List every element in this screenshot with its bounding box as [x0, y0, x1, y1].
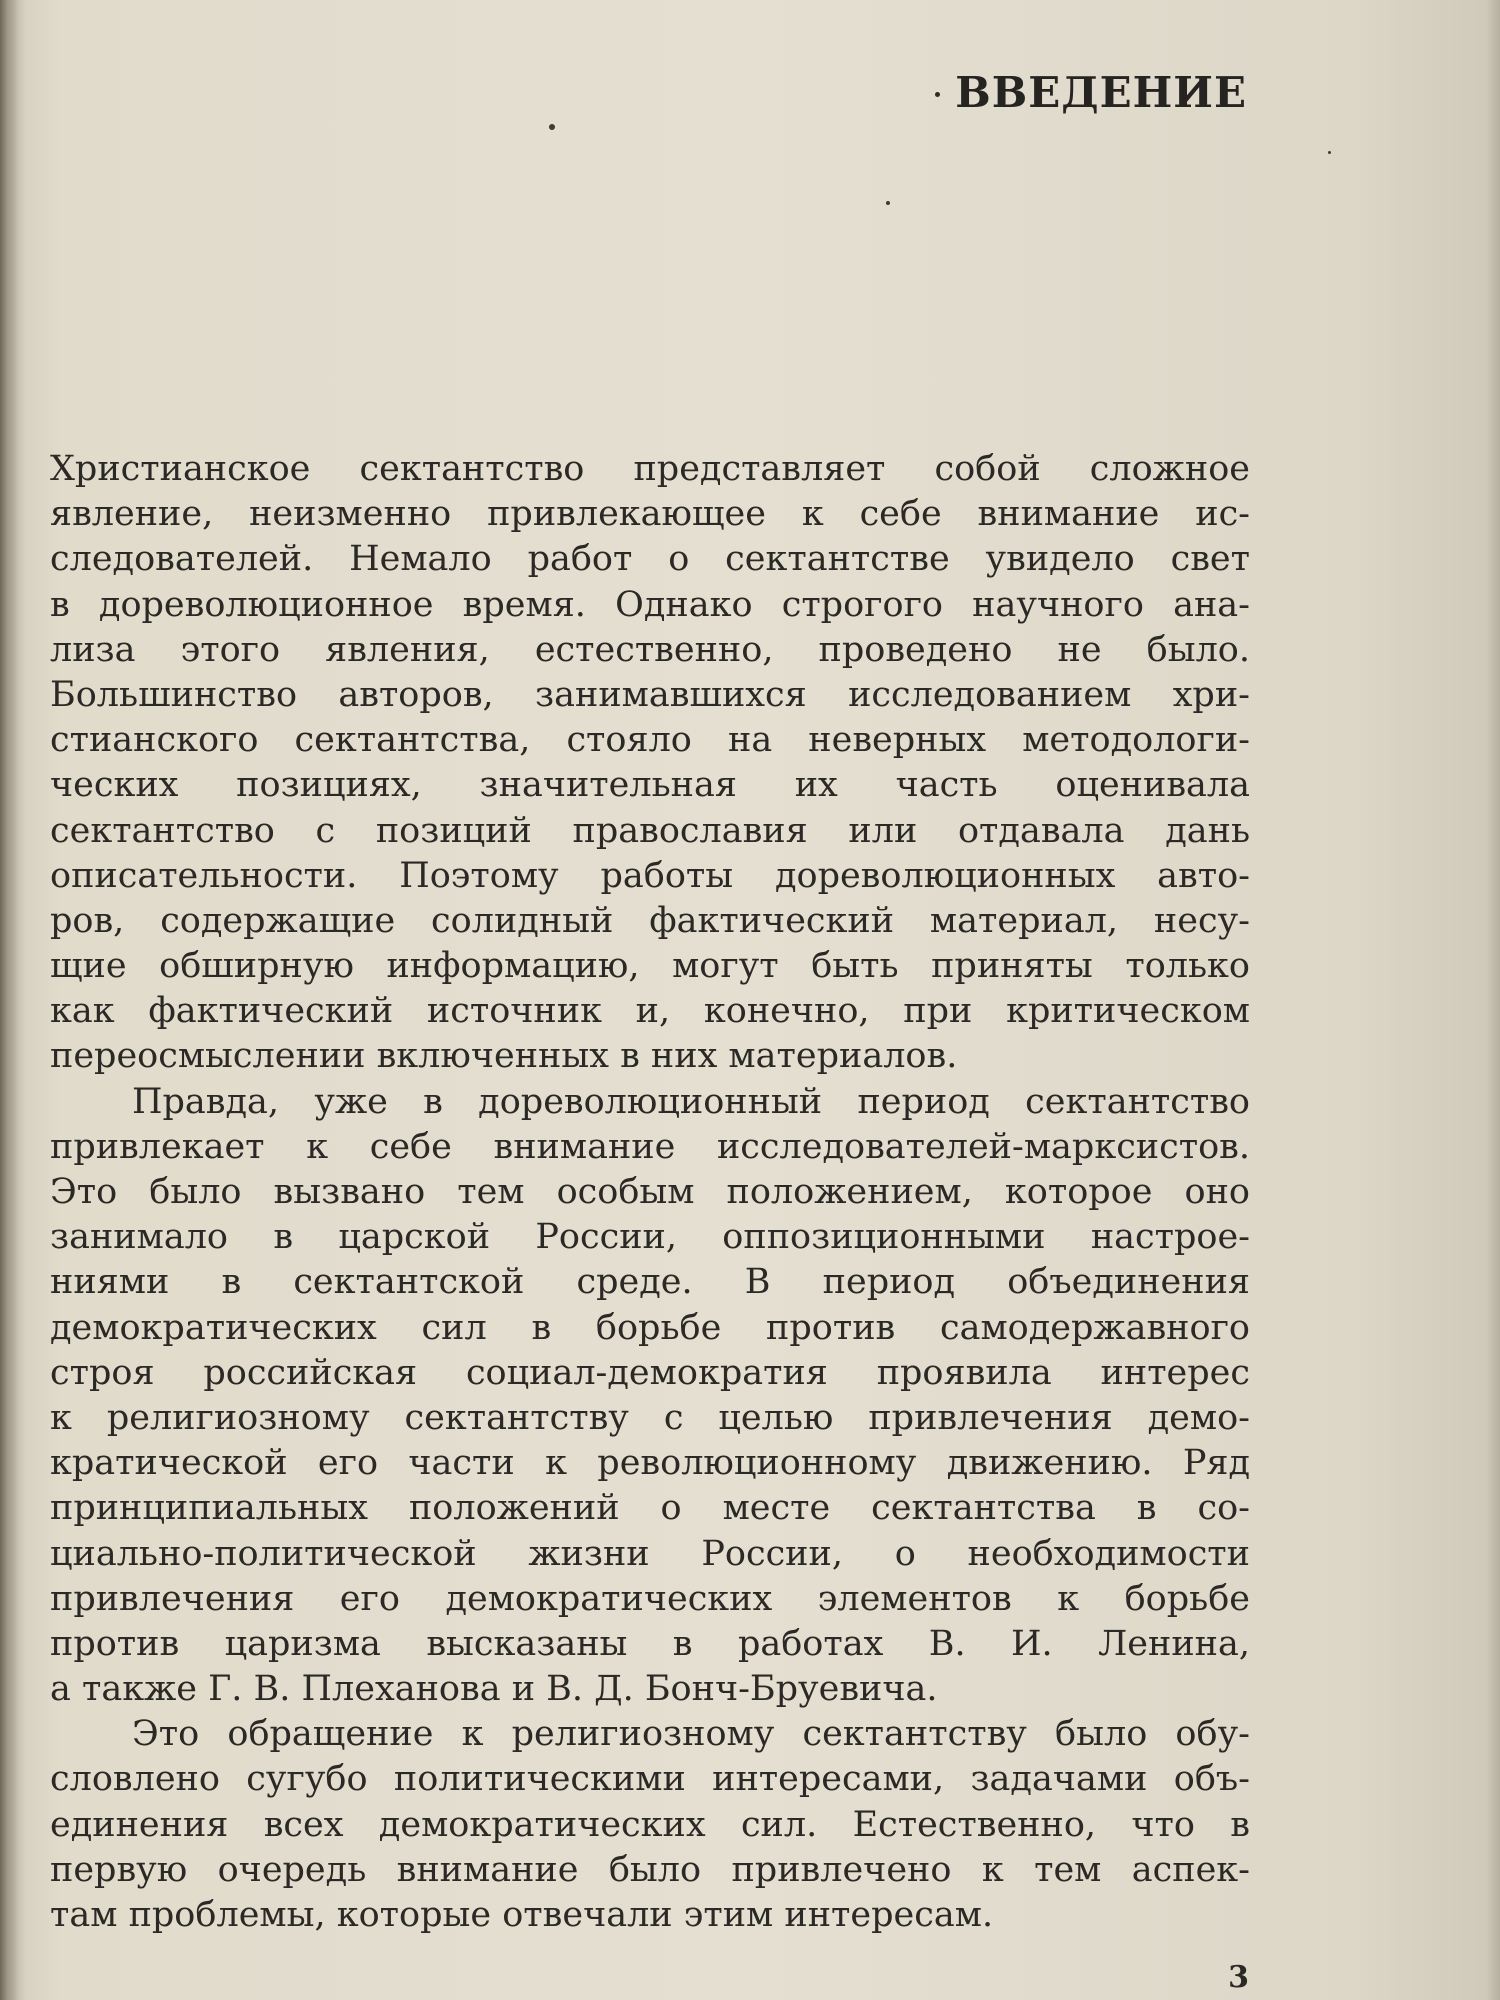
text-line: привлекает к себе внимание исследователей-марксистов. — [50, 1126, 1250, 1167]
text-line: ниями в сектантской среде. В период объединения — [50, 1262, 1250, 1303]
text-line: там проблемы, которые отвечали этим интересам. — [50, 1895, 994, 1935]
text-line: следователей. Немало работ о сектантстве увидело свет — [50, 539, 1250, 580]
page-heading: ВВЕДЕНИЕ — [955, 68, 1247, 117]
text-line: ров, содержащие солидный фактический материал, несу- — [50, 900, 1250, 941]
paper-speck — [1328, 151, 1331, 154]
text-line: Это было вызвано тем особым положением, которое оно — [50, 1172, 1250, 1212]
text-line: в дореволюционное время. Однако строгого научного ана- — [50, 584, 1250, 625]
text-line: переосмыслении включенных в них материалов. — [50, 1036, 958, 1077]
text-line: против царизма высказаны в работах В. И. Ленина, — [50, 1623, 1250, 1664]
text-line: привлечения его демократических элементов к борьбе — [50, 1578, 1250, 1619]
text-line: Это обращение к религиозному сектантству было обу- — [132, 1714, 1250, 1755]
text-line: словлено сугубо политическими интересами, задачами объ- — [50, 1759, 1250, 1800]
text-line: принципиальных положений о месте сектантства в со- — [50, 1488, 1250, 1529]
text-line: циально-политической жизни России, о необходимости — [50, 1533, 1250, 1574]
text-line: ческих позициях, значительная их часть оценивала — [50, 765, 1250, 806]
text-line: сектантство с позиций православия или отдавала дань — [50, 810, 1250, 851]
heading-dot — [935, 92, 940, 97]
text-line: стианского сектантства, стояло на неверных методологи- — [50, 720, 1250, 761]
text-line: явление, неизменно привлекающее к себе внимание ис- — [50, 494, 1250, 535]
text-line: единения всех демократических сил. Естественно, что в — [50, 1804, 1250, 1845]
text-line: лиза этого явления, естественно, проведено не было. — [50, 629, 1250, 670]
text-line: демократических сил в борьбе против самодержавного — [50, 1307, 1250, 1348]
text-line: Правда, уже в дореволюционный период сектантство — [132, 1081, 1250, 1122]
paper-speck — [549, 124, 555, 130]
page-edge-shadow — [1486, 0, 1500, 2000]
text-line: описательности. Поэтому работы дореволюционных авто- — [50, 855, 1250, 896]
text-line: строя российская социал-демократия проявила интерес — [50, 1352, 1250, 1393]
body-text — [50, 447, 1250, 1938]
spine-shadow — [0, 0, 18, 2000]
text-line: занимало в царской России, оппозиционными настрое- — [50, 1217, 1250, 1258]
text-line: кратической его части к революционному движению. Ряд — [50, 1443, 1250, 1484]
text-line: а также Г. В. Плеханова и В. Д. Бонч-Бруевича. — [50, 1669, 938, 1710]
text-line: Христианское сектантство представляет собой сложное — [50, 449, 1250, 489]
text-line: как фактический источник и, конечно, при критическом — [50, 991, 1250, 1032]
page-number: 3 — [1228, 1960, 1249, 1995]
text-line: к религиозному сектантству с целью привлечения демо- — [50, 1397, 1250, 1438]
text-line: щие обширную информацию, могут быть приняты только — [50, 946, 1250, 987]
text-line: первую очередь внимание было привлечено к тем аспек- — [50, 1849, 1250, 1890]
paper-speck — [886, 201, 890, 205]
text-line: Большинство авторов, занимавшихся исследованием хри- — [50, 674, 1250, 715]
